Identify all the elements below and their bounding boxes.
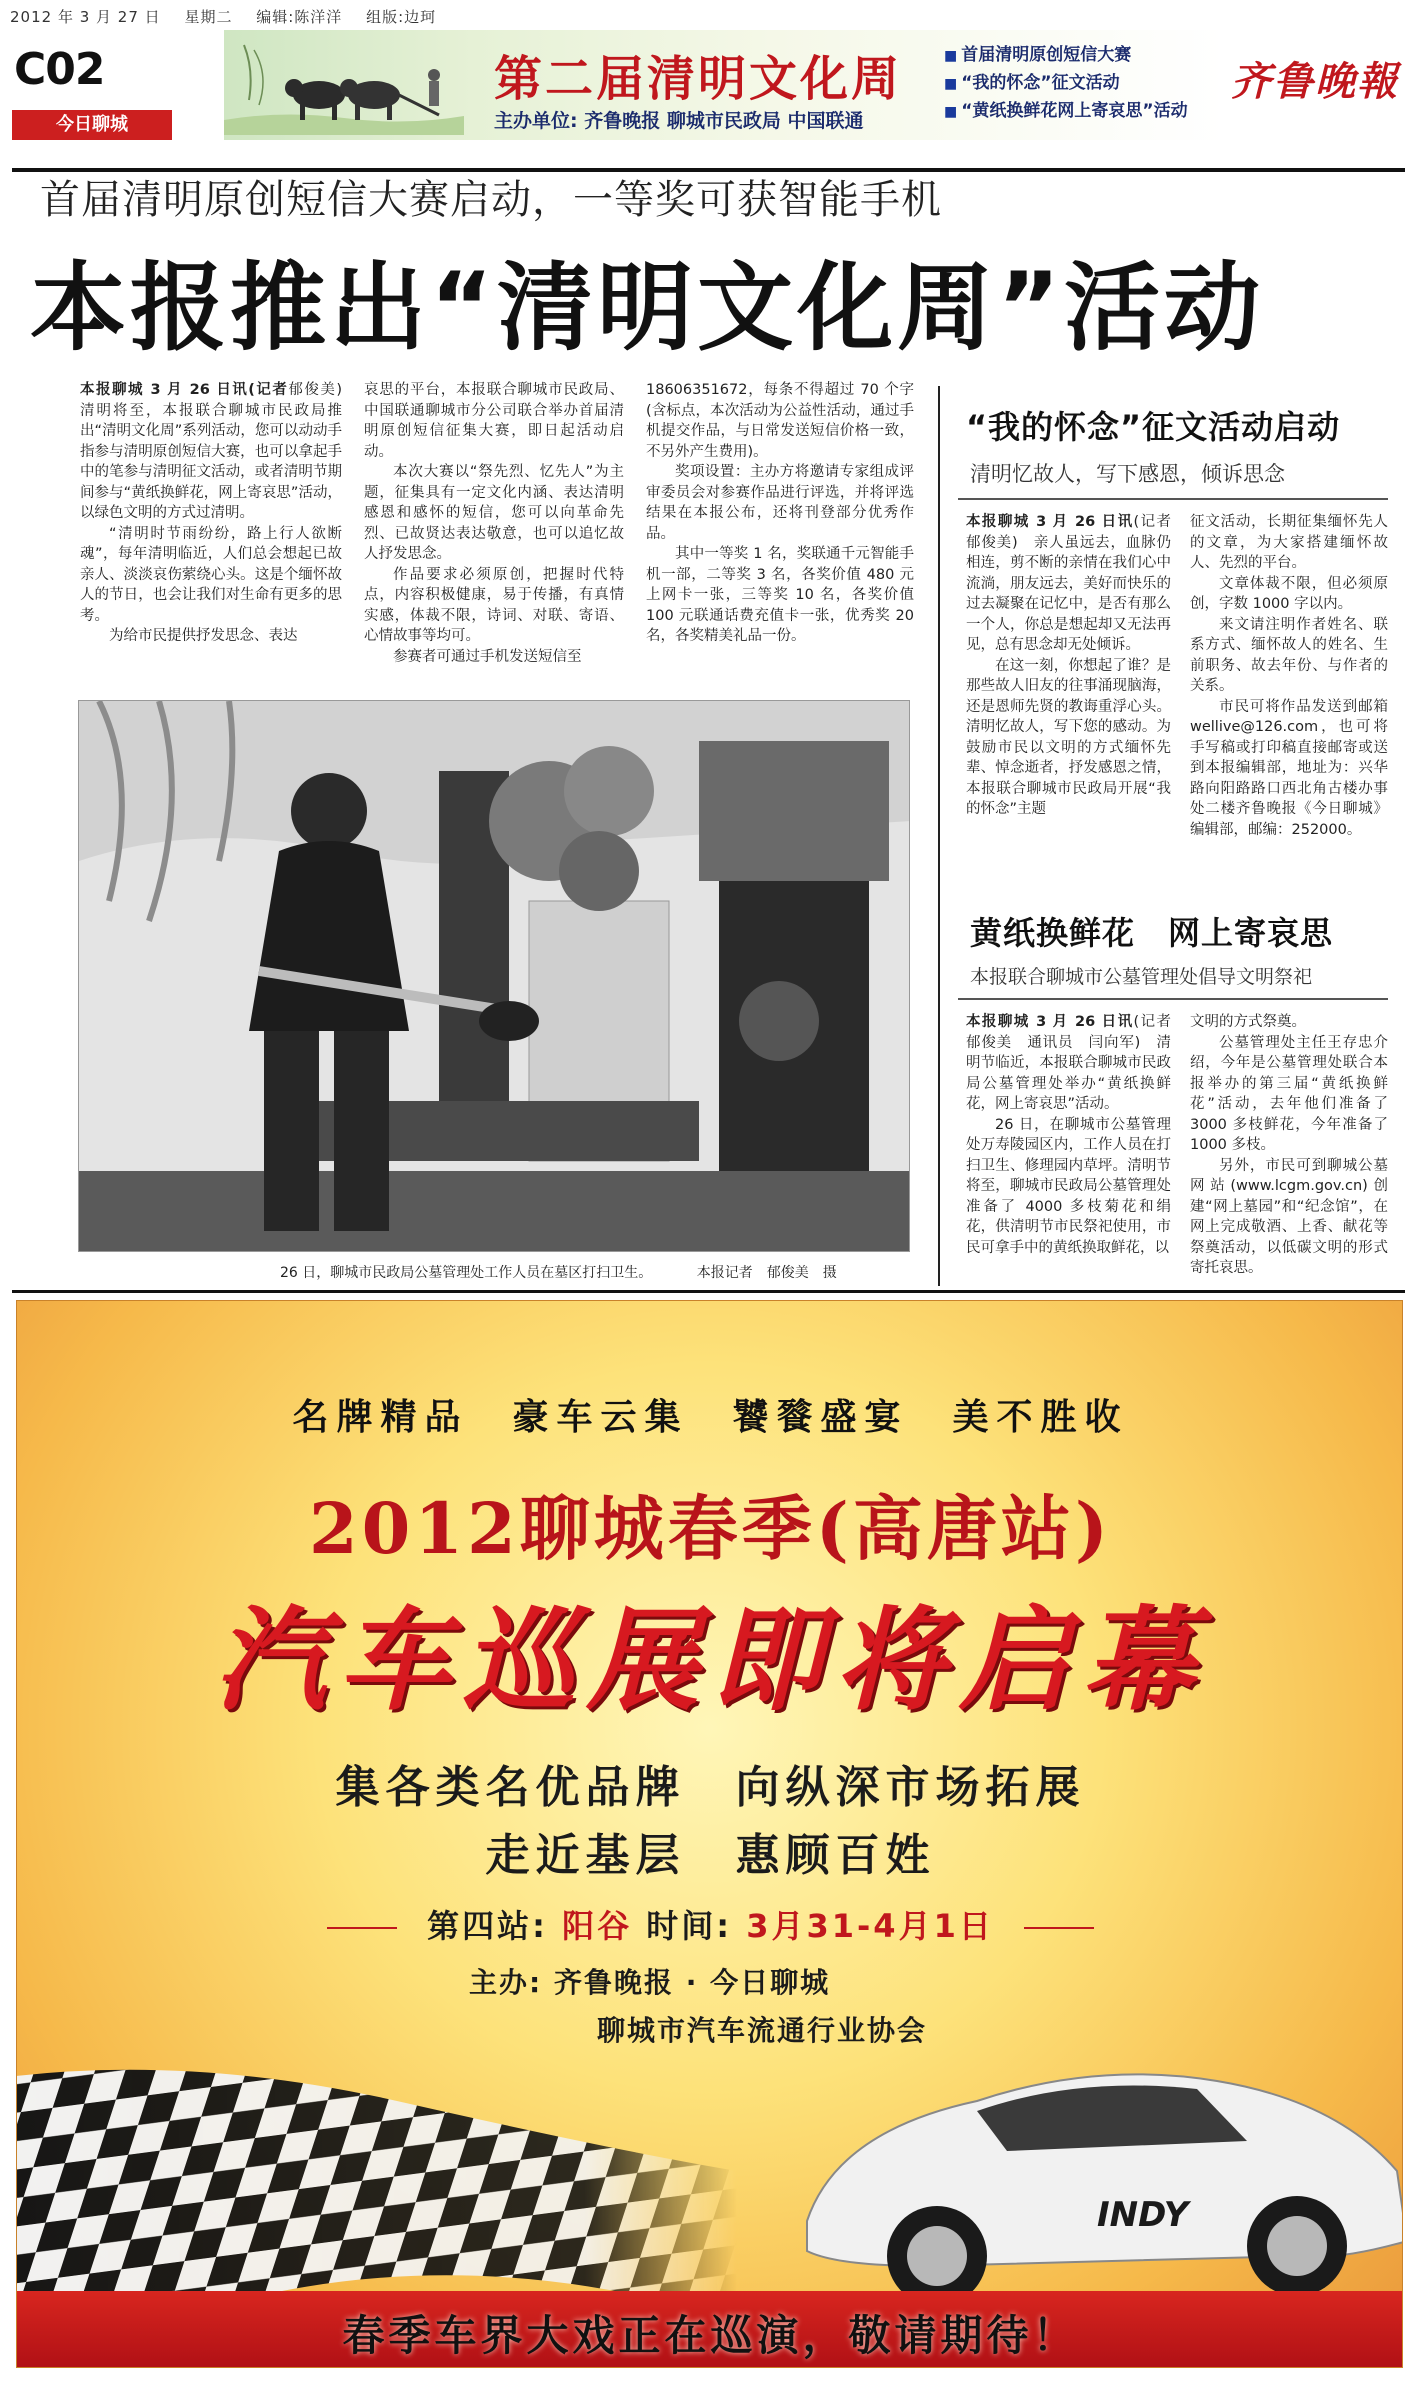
photo-caption-text: 26 日，聊城市民政局公墓管理处工作人员在墓区打扫卫生。: [280, 1265, 653, 1281]
article-paragraph: 作品要求必须原创，把握时代特点，内容积极健康，易于传播，有真情实感，体裁不限，诗词、对联、寄语、心情故事等均可。: [364, 566, 624, 644]
car-show-advertisement: [16, 1300, 1403, 2368]
article-paragraph: 本报聊城 3 月 26 日讯(记者郁俊美) 清明将至，本报联合聊城市民政局推出“清明文化周”系列活动，您可以动动手指参与清明原创短信大赛，也可以拿起手中的笔参与清明征文活动，或者清明节期间参与“黄纸换鲜花，网上寄哀思”活动，以绿色文明的方式过清明。: [80, 382, 357, 521]
side-article-2-column-a: [966, 1012, 1186, 1258]
article-paragraph: 奖项设置：主办方将邀请专家组成评审委员会对参赛作品进行评选，并将评选结果在本报公布，还将刊登部分优秀作品。: [646, 464, 914, 542]
ox-plowing-illustration: [224, 40, 464, 135]
ad-time-value: 3月31-4月1日: [746, 1907, 994, 1945]
culture-week-item: ■ “我的怀念”征文活动: [944, 70, 1188, 98]
article-column-3: [646, 380, 914, 647]
article-paragraph: 本报聊城 3 月 26 日讯(记者 郁俊美 通讯员 闫向军) 清明节临近，本报联合聊城市民政局公墓管理处举办“黄纸换鲜花，网上寄哀思”活动。: [966, 1014, 1186, 1112]
ad-stop-divider: [1024, 1927, 1094, 1929]
section-label: 今日聊城: [12, 110, 172, 140]
ad-footer-text: 春季车界大戏正在巡演，敬请期待！: [342, 2311, 1079, 2360]
culture-week-hosts: 主办单位: 齐鲁晚报 聊城市民政局 中国联通: [494, 110, 864, 132]
article-subhead: 首届清明原创短信大赛启动，一等奖可获智能手机: [40, 177, 942, 223]
article-paragraph: 文明的方式祭奠。: [1190, 1014, 1306, 1030]
masthead: [0, 30, 1417, 140]
car-brand-text: INDY: [1097, 2195, 1189, 2235]
ad-host: 主办: 齐鲁晚报 · 今日聊城: [469, 1966, 831, 1999]
cemetery-photo-illustration: [79, 701, 910, 1252]
side-article-1-column-b: [1190, 512, 1388, 840]
ad-event-title: 2012聊城春季(高唐站): [308, 1487, 1113, 1570]
article-bottom-rule: [12, 1290, 1405, 1293]
side-article-1-column-a: [966, 512, 1186, 820]
article-paragraph: 文章体裁不限，但必须原创，字数 1000 字以内。: [1190, 575, 1388, 612]
side-article-1-subtitle: 清明忆故人，写下感恩，倾诉思念: [970, 462, 1285, 486]
article-paragraph: 参赛者可通过手机发送短信至: [393, 648, 582, 665]
ad-main-title: 汽车巡展即将启幕: [214, 1595, 1207, 1726]
culture-week-banner: [224, 30, 1224, 140]
article-paragraph: 为给市民提供抒发思念、表达: [109, 628, 298, 644]
article-paragraph: 另外，市民可到聊城公墓网站(www.lcgm.gov.cn)创建“网上墓园”和“纪念馆”，在网上完成敬酒、上香、献花等祭奠活动，以低碳文明的形式寄托哀思。: [1190, 1157, 1388, 1276]
culture-week-items: [944, 42, 1188, 126]
meta-line: [10, 6, 454, 27]
article-paragraph: “清明时节雨纷纷，路上行人欲断魂”，每年清明临近，人们总会想起已故亲人、淡淡哀伤萦绕心头。这是个缅怀故人的节日，也会让我们对生命有更多的思考。: [80, 525, 342, 624]
article-paragraph: 哀思的平台，本报联合聊城市民政局、中国联通聊城市分公司联合举办首届清明原创短信征集大赛，即日起活动启动。: [364, 382, 624, 460]
side-article-2-rule: [958, 998, 1388, 1000]
dateline: 本报聊城 3 月 26 日讯: [966, 1014, 1134, 1030]
article-paragraph: 征文活动，长期征集缅怀先人的文章，为大家搭建缅怀故人、先烈的平台。: [1190, 514, 1388, 571]
ad-stop-label: 第四站:: [427, 1907, 548, 1945]
article-paragraph: 来文请注明作者姓名、联系方式、缅怀故人的姓名、生前职务、故去年份、与作者的关系。: [1190, 616, 1388, 694]
dateline: 本报聊城 3 月 26 日讯(记者: [80, 382, 289, 398]
column-divider: [938, 386, 940, 1286]
ad-stop-divider: [327, 1927, 397, 1929]
article-paragraph: 本次大赛以“祭先烈、忆先人”为主题，征集具有一定文化内涵、表达清明感恩和感怀的短信，您可以向革命先烈、已故贤达表达敬意，也可以追忆故人抒发思念。: [364, 464, 624, 562]
side-article-1-rule: [958, 498, 1388, 500]
article-paragraph: 26 日，在聊城市公墓管理处万寿陵园区内，工作人员在打扫卫生、修理园内草坪。清明节将至，聊城市民政局公墓管理处准备了 4000 多枝菊花和绢花，供清明节市民祭祀使用，市民可拿手中的黄纸换取鲜花，以: [966, 1116, 1171, 1256]
article-paragraph: 18606351672，每条不得超过 70 个字(含标点，本次活动为公益性活动，通过手机提交作品，与日常发送短信价格一致，不另外产生费用)。: [646, 382, 914, 460]
culture-week-title: 第二届清明文化周: [494, 51, 903, 107]
sports-car-graphic: [777, 2021, 1403, 2311]
ad-slogan: 集各类名优品牌 向纵深市场拓展: [335, 1762, 1086, 1813]
ad-slogan: 走近基层 惠顾百姓: [485, 1830, 936, 1881]
issue-weekday: 星期二: [184, 8, 233, 26]
article-column-2: [364, 380, 624, 667]
culture-week-item: ■ 首届清明原创短信大赛: [944, 42, 1188, 70]
article-paragraph: 公墓管理处主任王存忠介绍，今年是公墓管理处联合本报举办的第三届“黄纸换鲜花”活动，去年他们准备了 3000 多枝鲜花，今年准备了 1000 多枝。: [1190, 1034, 1388, 1153]
photo-credit: 本报记者 郁俊美 摄: [696, 1265, 837, 1281]
photo-caption: [280, 1262, 837, 1282]
side-article-2-title: 黄纸换鲜花 网上寄哀思: [970, 914, 1334, 952]
cemetery-photo: [78, 700, 910, 1252]
ad-host: 聊城市汽车流通行业协会: [597, 2014, 928, 2047]
layout-credit: 组版:边珂: [366, 8, 437, 26]
ad-tagline: 名牌精品 豪车云集 饕餮盛宴 美不胜收: [292, 1397, 1129, 1438]
ad-stop-city: 阳谷: [562, 1907, 633, 1945]
ad-stop-info: [17, 1901, 1403, 1947]
article-paragraph: 在这一刻，你想起了谁？是那些故人旧友的往事涌现脑海，还是恩师先贤的教诲重浮心头。清明忆故人，写下您的感动。为鼓励市民以文明的方式缅怀先辈、悼念逝者，抒发感恩之情，本报联合聊城市民政局开展“我的怀念”主题: [966, 657, 1171, 817]
page-number: C02: [14, 44, 105, 95]
article-paragraph: 市民可将作品发送到邮箱 wellive@126.com，也可将手写稿或打印稿直接邮寄或送到本报编辑部，地址为：兴华路向阳路路口西北角古楼办事处二楼齐鲁晚报《今日聊城》编辑部，邮编：252000。: [1190, 698, 1388, 838]
side-article-2-column-b: [1190, 1012, 1388, 1279]
article-headline: 本报推出“清明文化周”活动: [30, 252, 1265, 364]
issue-date: 2012 年 3 月 27 日: [10, 8, 161, 26]
culture-week-item: ■ “黄纸换鲜花网上寄哀思”活动: [944, 98, 1188, 126]
article-paragraph: 其中一等奖 1 名，奖联通千元智能手机一部，二等奖 3 名，各奖价值 480 元上网卡一张，三等奖 10 名，各奖价值 100 元联通话费充值卡一张，优秀奖 20 名，各奖精美礼品一份。: [646, 546, 914, 644]
editor-credit: 编辑:陈洋洋: [256, 8, 343, 26]
ad-time-label: 时间:: [646, 1907, 733, 1945]
newspaper-logo: 齐鲁晚報: [1231, 58, 1399, 105]
article-paragraph: 本报聊城 3 月 26 日讯(记者 郁俊美) 亲人虽远去，血脉仍相连，剪不断的亲情在我们心中流淌，朋友远去，美好而快乐的过去凝聚在记忆中，是否有那么一个人，你总是想起却又无法再见，总有思念却无处倾诉。: [966, 514, 1186, 653]
dateline: 本报聊城 3 月 26 日讯: [966, 514, 1134, 530]
article-column-1: [80, 380, 357, 647]
side-article-2-subtitle: 本报联合聊城市公墓管理处倡导文明祭祀: [970, 966, 1313, 988]
side-article-1-title: “我的怀念”征文活动启动: [966, 408, 1341, 446]
